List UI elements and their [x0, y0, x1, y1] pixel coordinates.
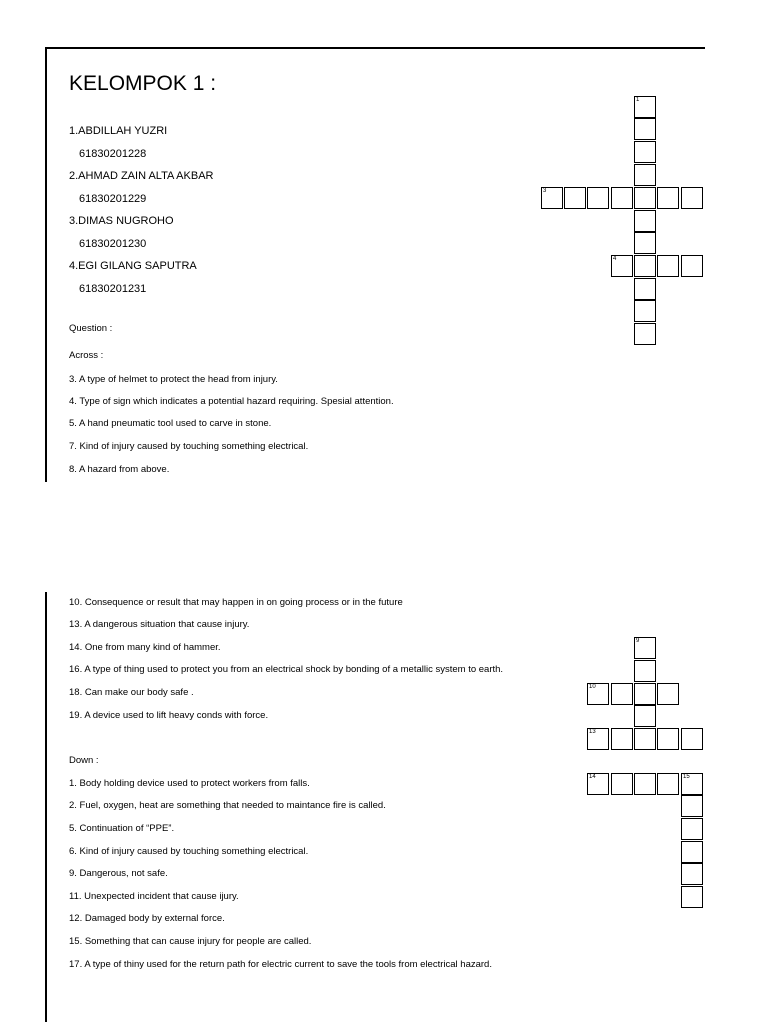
crossword-cell[interactable] — [657, 728, 679, 750]
crossword-cell[interactable] — [634, 705, 656, 727]
member-id: 61830201229 — [79, 193, 147, 205]
crossword-cell[interactable] — [634, 255, 656, 277]
member-id: 61830201231 — [79, 283, 147, 295]
cell-number: 15 — [683, 774, 690, 780]
crossword-cell[interactable] — [634, 728, 656, 750]
crossword-cell[interactable] — [634, 164, 656, 186]
crossword-cell[interactable] — [587, 728, 609, 750]
crossword-cell[interactable] — [657, 187, 679, 209]
crossword-cell[interactable] — [634, 278, 656, 300]
crossword-cell[interactable] — [634, 141, 656, 163]
crossword-cell[interactable] — [541, 187, 563, 209]
member-id: 61830201230 — [79, 238, 147, 250]
crossword-cell[interactable] — [634, 187, 656, 209]
question-label: Question : — [69, 323, 113, 334]
across-clue: 10. Consequence or result that may happen in on going process or in the future — [69, 597, 403, 608]
crossword-cell[interactable] — [611, 255, 633, 277]
crossword-cell[interactable] — [564, 187, 586, 209]
crossword-cell[interactable] — [587, 683, 609, 705]
cell-number: 13 — [589, 729, 596, 735]
crossword-cell[interactable] — [681, 773, 703, 795]
crossword-cell[interactable] — [657, 683, 679, 705]
across-clue: 3. A type of helmet to protect the head from injury. — [69, 374, 278, 385]
across-clue: 18. Can make our body safe . — [69, 687, 194, 698]
crossword-cell[interactable] — [634, 300, 656, 322]
crossword-cell[interactable] — [681, 818, 703, 840]
down-clue: 2. Fuel, oxygen, heat are something that needed to maintance fire is called. — [69, 800, 386, 811]
crossword-cell[interactable] — [634, 210, 656, 232]
left-border-line — [45, 47, 47, 482]
down-clue: 11. Unexpected incident that cause ijury. — [69, 891, 239, 902]
crossword-cell[interactable] — [681, 863, 703, 885]
member-name: 4.EGI GILANG SAPUTRA — [69, 260, 197, 272]
crossword-cell[interactable] — [634, 660, 656, 682]
crossword-cell[interactable] — [634, 637, 656, 659]
down-clue: 15. Something that can cause injury for people are called. — [69, 936, 312, 947]
page-title: KELOMPOK 1 : — [69, 72, 217, 95]
crossword-cell[interactable] — [634, 683, 656, 705]
crossword-cell[interactable] — [681, 728, 703, 750]
crossword-cell[interactable] — [681, 886, 703, 908]
down-clue: 5. Continuation of “PPE”. — [69, 823, 175, 834]
member-name: 2.AHMAD ZAIN ALTA AKBAR — [69, 170, 214, 182]
crossword-cell[interactable] — [634, 773, 656, 795]
cell-number: 9 — [636, 638, 640, 644]
crossword-cell[interactable] — [611, 728, 633, 750]
across-clue: 7. Kind of injury caused by touching something electrical. — [69, 441, 309, 452]
member-name: 3.DIMAS NUGROHO — [69, 215, 174, 227]
crossword-cell[interactable] — [611, 773, 633, 795]
crossword-cell[interactable] — [657, 255, 679, 277]
crossword-cell[interactable] — [587, 187, 609, 209]
crossword-cell[interactable] — [681, 795, 703, 817]
across-clue: 4. Type of sign which indicates a potential hazard requiring. Spesial attention. — [69, 396, 394, 407]
across-clue: 16. A type of thing used to protect you from an electrical shock by bonding of a metallic system to earth. — [69, 664, 504, 675]
down-clue: 1. Body holding device used to protect workers from falls. — [69, 778, 310, 789]
cell-number: 3 — [543, 188, 547, 194]
across-clue: 5. A hand pneumatic tool used to carve in stone. — [69, 418, 272, 429]
left-border-line-lower — [45, 592, 47, 1022]
crossword-cell[interactable] — [681, 187, 703, 209]
crossword-cell[interactable] — [657, 773, 679, 795]
crossword-cell[interactable] — [611, 187, 633, 209]
crossword-cell[interactable] — [634, 118, 656, 140]
down-clue: 17. A type of thiny used for the return path for electric current to save the tools from electrical hazard. — [69, 959, 492, 970]
across-clue: 13. A dangerous situation that cause injury. — [69, 619, 250, 630]
member-name: 1.ABDILLAH YUZRI — [69, 125, 168, 137]
crossword-cell[interactable] — [634, 96, 656, 118]
crossword-cell[interactable] — [681, 255, 703, 277]
down-clue: 12. Damaged body by external force. — [69, 913, 225, 924]
down-clue: 9. Dangerous, not safe. — [69, 868, 168, 879]
cell-number: 4 — [613, 256, 617, 262]
cell-number: 10 — [589, 684, 596, 690]
crossword-cell[interactable] — [681, 841, 703, 863]
down-clue: 6. Kind of injury caused by touching something electrical. — [69, 846, 309, 857]
cell-number: 14 — [589, 774, 596, 780]
across-clue: 19. A device used to lift heavy conds with force. — [69, 710, 269, 721]
down-label: Down : — [69, 755, 99, 766]
cell-number: 1 — [636, 97, 640, 103]
across-clue: 8. A hazard from above. — [69, 464, 170, 475]
crossword-cell[interactable] — [634, 323, 656, 345]
across-label: Across : — [69, 350, 104, 361]
member-id: 61830201228 — [79, 148, 147, 160]
across-clue: 14. One from many kind of hammer. — [69, 642, 221, 653]
crossword-cell[interactable] — [611, 683, 633, 705]
crossword-cell[interactable] — [587, 773, 609, 795]
top-border-line — [45, 47, 705, 49]
crossword-cell[interactable] — [634, 232, 656, 254]
